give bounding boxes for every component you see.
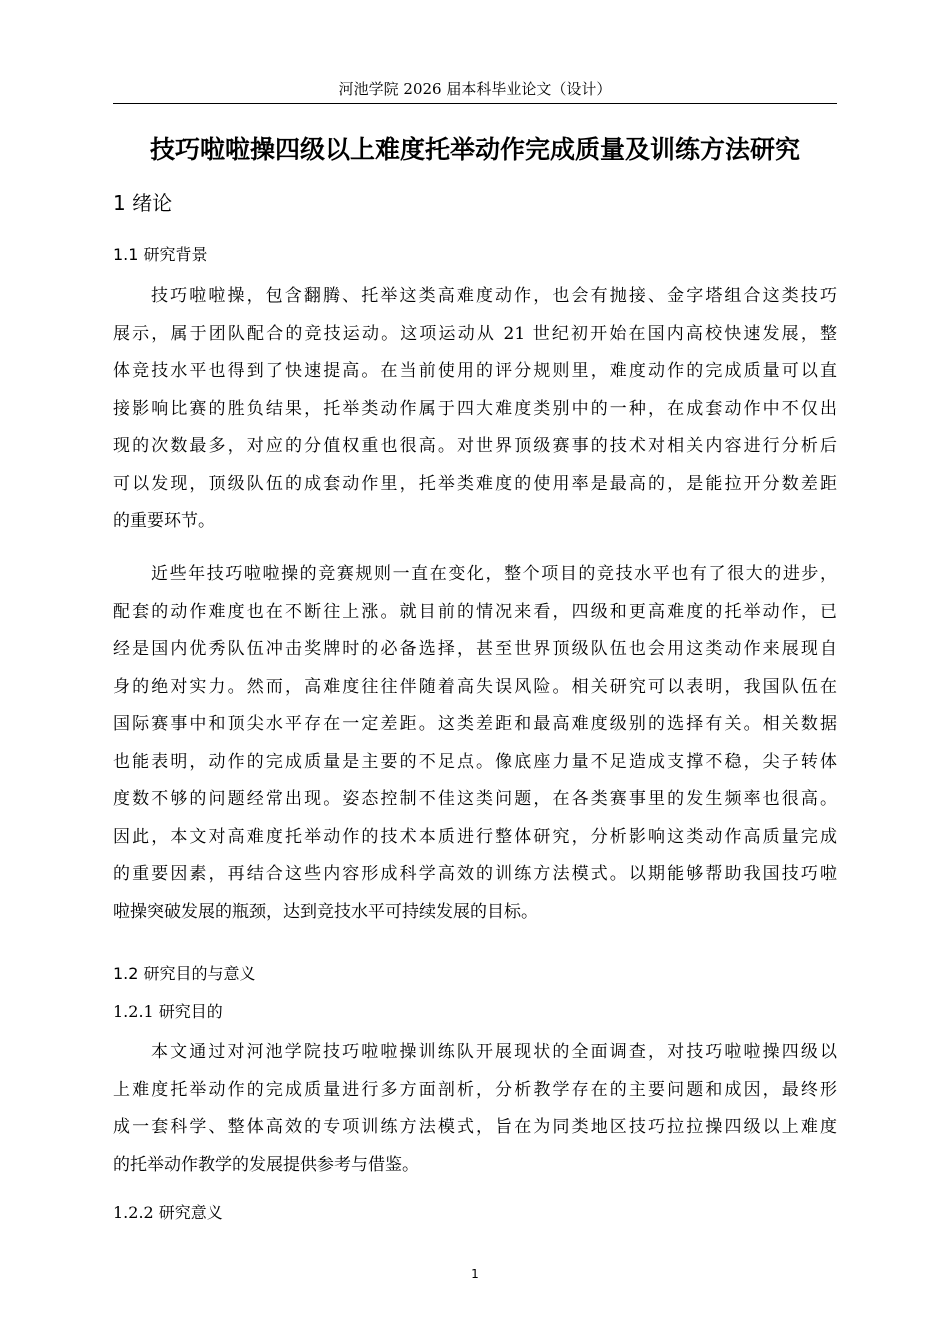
text-line: 展示，属于团队配合的竞技运动。这项运动从 21 世纪初开始在国内高校快速发展，整 [113, 323, 837, 344]
text-line: 可以发现，顶级队伍的成套动作里，托举类难度的使用率是最高的，是能拉开分数差距 [113, 473, 837, 494]
text-line: 接影响比赛的胜负结果，托举类动作属于四大难度类别中的一种，在成套动作中不仅出 [113, 398, 837, 419]
running-header: 河池学院 2026 届本科毕业论文（设计） [338, 80, 612, 98]
text-line: 现的次数最多，对应的分值权重也很高。对世界顶级赛事的技术对相关内容进行分析后 [113, 436, 837, 456]
section-heading-1-2-2: 1.2.2 研究意义 [113, 1203, 223, 1222]
text-line: 体竞技水平也得到了快速提高。在当前使用的评分规则里，难度动作的完成质量可以直 [113, 361, 837, 381]
header-rule [113, 103, 837, 104]
text-line: 经是国内优秀队伍冲击奖牌时的必备选择，甚至世界顶级队伍也会用这类动作来展现自 [113, 639, 837, 659]
text-line: 国际赛事中和顶尖水平存在一定差距。这类差距和最高难度级别的选择有关。相关数据 [113, 714, 837, 734]
text-line: 的重要因素，再结合这些内容形成科学高效的训练方法模式。以期能够帮助我国技巧啦 [113, 864, 837, 884]
section-heading-1-2: 1.2 研究目的与意义 [113, 964, 256, 983]
section-heading-1-1: 1.1 研究背景 [113, 245, 208, 264]
text-line: 也能表明，动作的完成质量是主要的不足点。像底座力量不足造成支撑不稳，尖子转体 [113, 751, 837, 772]
text-line: 因此，本文对高难度托举动作的技术本质进行整体研究，分析影响这类动作高质量完成 [113, 826, 837, 847]
text-line: 上难度托举动作的完成质量进行多方面剖析，分析教学存在的主要问题和成因，最终形 [113, 1079, 837, 1100]
section-heading-1: 1 绪论 [113, 191, 173, 215]
paragraph-purpose [113, 1034, 837, 1184]
text-line: 配套的动作难度也在不断往上涨。就目前的情况来看，四级和更高难度的托举动作，已 [113, 601, 837, 622]
page-number: 1 [471, 1267, 479, 1281]
text-line: 度数不够的问题经常出现。姿态控制不佳这类问题，在各类赛事里的发生频率也很高。 [113, 789, 837, 809]
text-line: 身的绝对实力。然而，高难度往往伴随着高失误风险。相关研究可以表明，我国队伍在 [113, 676, 837, 697]
text-line: 近些年技巧啦啦操的竞赛规则一直在变化，整个项目的竞技水平也有了很大的进步， [151, 564, 837, 584]
text-line: 的托举动作教学的发展提供参考与借鉴。 [113, 1154, 419, 1175]
text-line: 技巧啦啦操，包含翻腾、托举这类高难度动作，也会有抛接、金字塔组合这类技巧 [151, 286, 837, 306]
text-line: 啦操突破发展的瓶颈，达到竞技水平可持续发展的目标。 [113, 901, 538, 922]
document-title: 技巧啦啦操四级以上难度托举动作完成质量及训练方法研究 [149, 135, 800, 164]
paragraph-background-2 [113, 556, 837, 931]
text-line: 的重要环节。 [113, 511, 215, 531]
text-line: 本文通过对河池学院技巧啦啦操训练队开展现状的全面调查，对技巧啦啦操四级以 [151, 1042, 837, 1062]
section-heading-1-2-1: 1.2.1 研究目的 [113, 1002, 223, 1021]
text-line: 成一套科学、整体高效的专项训练方法模式，旨在为同类地区技巧拉拉操四级以上难度 [113, 1117, 837, 1137]
paragraph-background-1 [113, 278, 837, 541]
